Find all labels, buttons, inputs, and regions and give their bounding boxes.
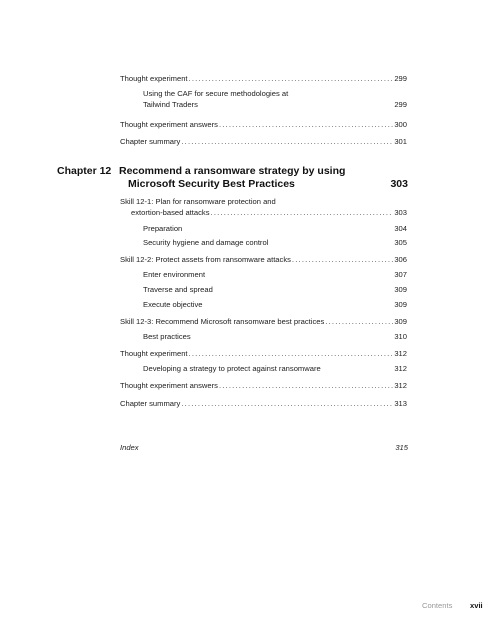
toc-entry-thought-experiment-answers[interactable] [120,120,407,130]
dot-leader [181,137,393,147]
toc-entry-label: Thought experiment [120,74,188,83]
dot-leader [219,381,393,391]
toc-entry-page: 303 [394,208,407,217]
running-footer-label: Contents [422,601,453,610]
toc-entry-best-practices[interactable] [143,332,407,342]
toc-entry-security-hygiene[interactable] [143,238,407,248]
toc-entry-label: Chapter summary [120,399,181,408]
toc-entry-page: 313 [394,399,407,408]
toc-entry-label: Enter environment [143,270,206,279]
toc-entry-label: Chapter summary [120,137,181,146]
toc-entry-label: Thought experiment [120,349,188,358]
chapter-title[interactable] [119,165,345,191]
toc-entry-label: Developing a strategy to protect against ransomware [143,364,321,373]
toc-entry-developing-strategy[interactable] [143,364,407,374]
toc-entry-page: 310 [394,332,407,341]
toc-entry-label: Thought experiment answers [120,381,218,390]
toc-entry-caf[interactable] [143,100,407,110]
page-number: xvii [470,601,483,610]
dot-leader [189,349,394,359]
dot-leader [181,399,393,409]
toc-entry-enter-environment[interactable] [143,270,407,280]
toc-entry-label: Security hygiene and damage control [143,238,269,247]
chapter-title-line1: Recommend a ransomware strategy by using [119,165,346,177]
toc-entry-label: Traverse and spread [143,285,213,294]
toc-entry-page: 309 [394,285,407,294]
toc-entry-skill-12-2[interactable] [120,255,407,265]
toc-entry-page: 307 [394,270,407,279]
toc-entry-page: 299 [394,74,407,83]
toc-entry-page: 312 [394,381,407,390]
toc-entry-label: Best practices [143,332,191,341]
toc-entry-preparation[interactable] [143,224,407,234]
toc-entry-page: 306 [394,255,407,264]
dot-leader [325,317,393,327]
chapter-page-number: 303 [390,178,408,190]
dot-leader [292,255,393,265]
toc-entry-page: 309 [394,300,407,309]
chapter-number: Chapter 12 [57,165,112,177]
chapter-title-line2: Microsoft Security Best Practices [128,178,295,190]
toc-entry-skill-12-1-line1[interactable]: Skill 12-1: Plan for ransomware protection and [120,197,276,206]
toc-entry-skill-12-1[interactable] [131,208,407,218]
toc-entry-page: 304 [394,224,407,233]
dot-leader [189,74,394,84]
toc-entry-label: extortion-based attacks [131,208,210,217]
toc-entry-label: Execute objective [143,300,203,309]
toc-entry-label: Skill 12-3: Recommend Microsoft ransomware best practices [120,317,325,326]
dot-leader [211,208,394,218]
toc-entry-skill-12-3[interactable] [120,317,407,327]
toc-entry-page: 300 [394,120,407,129]
toc-entry-index[interactable]: Index [120,443,139,452]
toc-entry-page: 299 [394,100,407,109]
toc-entry-thought-experiment[interactable] [120,74,407,84]
toc-entry-chapter-summary[interactable] [120,137,407,147]
toc-entry-caf-line1[interactable]: Using the CAF for secure methodologies at [143,89,289,98]
toc-entry-page: 312 [394,364,407,373]
toc-entry-thought-experiment-answers-2[interactable] [120,381,407,391]
toc-entry-label: Skill 12-2: Protect assets from ransomware attacks [120,255,291,264]
toc-entry-page: 309 [394,317,407,326]
dot-leader [219,120,393,130]
toc-entry-thought-experiment-2[interactable] [120,349,407,359]
toc-entry-page: 301 [394,137,407,146]
toc-entry-label: Tailwind Traders [143,100,198,109]
toc-entry-index-page: 315 [395,443,408,452]
toc-entry-traverse-and-spread[interactable] [143,285,407,295]
toc-entry-label: Preparation [143,224,183,233]
toc-entry-page: 305 [394,238,407,247]
toc-entry-execute-objective[interactable] [143,300,407,310]
toc-entry-chapter-summary-2[interactable] [120,399,407,409]
toc-entry-label: Thought experiment answers [120,120,218,129]
toc-entry-page: 312 [394,349,407,358]
